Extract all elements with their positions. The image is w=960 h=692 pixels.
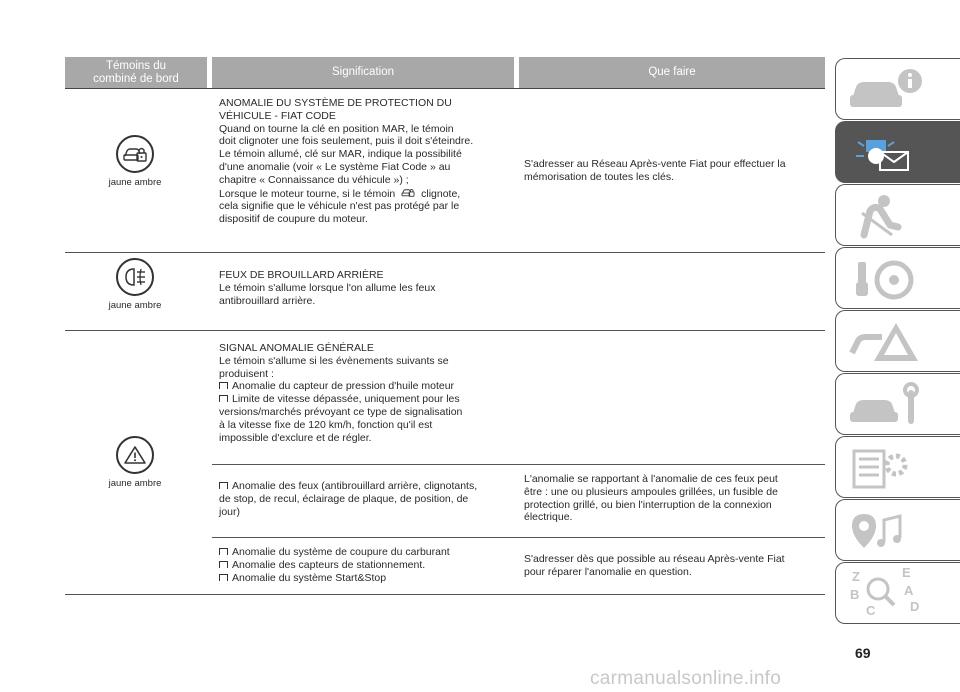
meaning-line: VÉHICULE - FIAT CODE [219,109,336,122]
meaning-line: chapitre « Connaissance du véhicule ») ; [219,173,409,186]
meaning-line: impossible d'exclure et de régler. [219,431,372,444]
immobilizer-lock-icon [400,187,416,198]
meaning-line: versions/marchés prévoyant ce type de signalisation [219,405,463,418]
meaning-cell [219,546,519,584]
tab-index[interactable] [835,562,960,624]
meaning-line: de stop, de recul, éclairage de plaque, de position, de [219,492,469,505]
action-line: protection grillé, ou bien l'interruption de la connexion [524,498,772,511]
bullet-icon [219,395,228,402]
bullet-icon [219,382,228,389]
meaning-text: clignote, [421,187,461,200]
bullet-icon [219,482,228,489]
action-line: électrique. [524,511,573,524]
tab-specifications[interactable] [835,436,960,498]
meaning-text: Limite de vitesse dépassée, uniquement pour les [232,393,460,406]
meaning-text: Anomalie des capteurs de stationnement. [232,558,426,571]
meaning-line: antibrouillard arrière. [219,294,316,307]
warning-light-cell [65,436,205,489]
page-number: 69 [855,645,871,661]
meaning-line: cela signifie que le véhicule n'est pas protégé par le [219,200,460,213]
meaning-line: SIGNAL ANOMALIE GÉNÉRALE [219,342,374,354]
index-letter: A [904,583,914,598]
index-letter: B [850,587,860,602]
tab-safety[interactable] [835,184,960,246]
meaning-line [219,187,519,201]
column-header-label: Témoins du combiné de bord [93,59,179,85]
index-letter: D [910,599,920,614]
tab-starting-driving[interactable] [835,247,960,309]
column-header-meaning [212,57,514,88]
action-cell [524,473,829,524]
tab-car-info[interactable] [835,58,960,120]
action-cell [524,158,829,184]
index-letter: C [866,603,876,618]
action-line: S'adresser au Réseau Après-vente Fiat pour effectuer la [524,158,786,170]
bullet-icon [219,574,228,581]
column-header-label: Que faire [648,66,696,78]
meaning-line: FEUX DE BROUILLARD ARRIÈRE [219,269,384,281]
meaning-line [219,546,519,559]
car-info-icon [844,65,954,115]
tab-multimedia[interactable] [835,499,960,561]
row-divider [65,330,825,331]
action-line: L'anomalie se rapportant à l'anomalie de ces feux peut [524,473,778,485]
meaning-line [219,480,519,493]
meaning-line: jour) [219,505,241,518]
tab-maintenance[interactable] [835,373,960,435]
row-divider [65,252,825,253]
rear-fog-light-icon [116,258,154,296]
index-letter: E [902,565,911,580]
bullet-icon [219,548,228,555]
meaning-line [219,380,519,393]
bullet-icon [219,561,228,568]
action-line: S'adresser dès que possible au réseau Après-vente Fiat [524,553,785,565]
column-header-label: Signification [331,66,394,78]
meaning-line [219,572,519,585]
meaning-text: Anomalie du système Start&Stop [232,571,387,584]
meaning-line [219,393,519,406]
meaning-line: Quand on tourne la clé en position MAR, le témoin [219,122,454,135]
meaning-line: Le témoin s'allume lorsque l'on allume les feux [219,281,436,294]
car-maintenance-tools-icon [844,380,954,430]
watermark: carmanualsonline.info [590,668,782,689]
color-label: jaune ambre [108,177,162,188]
action-line: pour réparer l'anomalie en question. [524,565,692,578]
meaning-line: ANOMALIE DU SYSTÈME DE PROTECTION DU [219,97,452,109]
action-line: mémorisation de toutes les clés. [524,170,674,183]
warning-lights-message-icon [844,128,954,178]
meaning-line: Le témoin allumé, clé sur MAR, indique la possibilité [219,148,462,161]
airbag-seat-icon [844,191,954,241]
immobilizer-lock-icon [116,135,154,173]
index-letter: Z [852,569,860,584]
tab-warning-lights[interactable] [835,121,960,183]
row-divider [212,537,825,538]
warning-light-cell [65,135,205,188]
meaning-text: Anomalie du capteur de pression d'huile moteur [232,380,455,393]
specifications-gear-icon [844,443,954,493]
meaning-cell [219,480,519,518]
meaning-line: Le témoin s'allume si les évènements suivants se [219,354,449,367]
meaning-line: d'une anomalie (voir « Le système Fiat Code » au [219,160,451,173]
column-header-warning-lights [65,57,207,88]
header-divider [65,88,825,89]
color-label: jaune ambre [108,478,162,489]
meaning-line: doit clignoter une fois seulement, puis il doit s'éteindre. [219,135,474,148]
column-header-action [519,57,825,88]
meaning-cell [219,342,519,444]
multimedia-music-icon [844,506,954,556]
meaning-text: Anomalie du système de coupure du carburant [232,546,450,558]
meaning-line: dispositif de coupure du moteur. [219,213,368,226]
meaning-text: Lorsque le moteur tourne, si le témoin [219,187,396,200]
action-cell [524,553,829,579]
key-steering-wheel-icon [844,254,954,304]
meaning-cell [219,269,519,307]
action-line: être : une ou plusieurs ampoules grillées, un fusible de [524,485,778,498]
meaning-line: produisent : [219,367,274,380]
meaning-text: Anomalie des feux (antibrouillard arrière, clignotants, [232,480,478,492]
color-label: jaune ambre [108,300,162,311]
alphabetical-index-icon [844,563,954,619]
row-divider [65,594,825,595]
emergency-road-icon [844,317,954,367]
tab-emergency[interactable] [835,310,960,372]
warning-light-cell [65,258,205,311]
meaning-line [219,559,519,572]
meaning-cell [219,97,519,226]
row-divider [212,464,825,465]
general-warning-icon [116,436,154,474]
meaning-line: à la vitesse fixe de 120 km/h, fonction qu'il est [219,418,433,431]
